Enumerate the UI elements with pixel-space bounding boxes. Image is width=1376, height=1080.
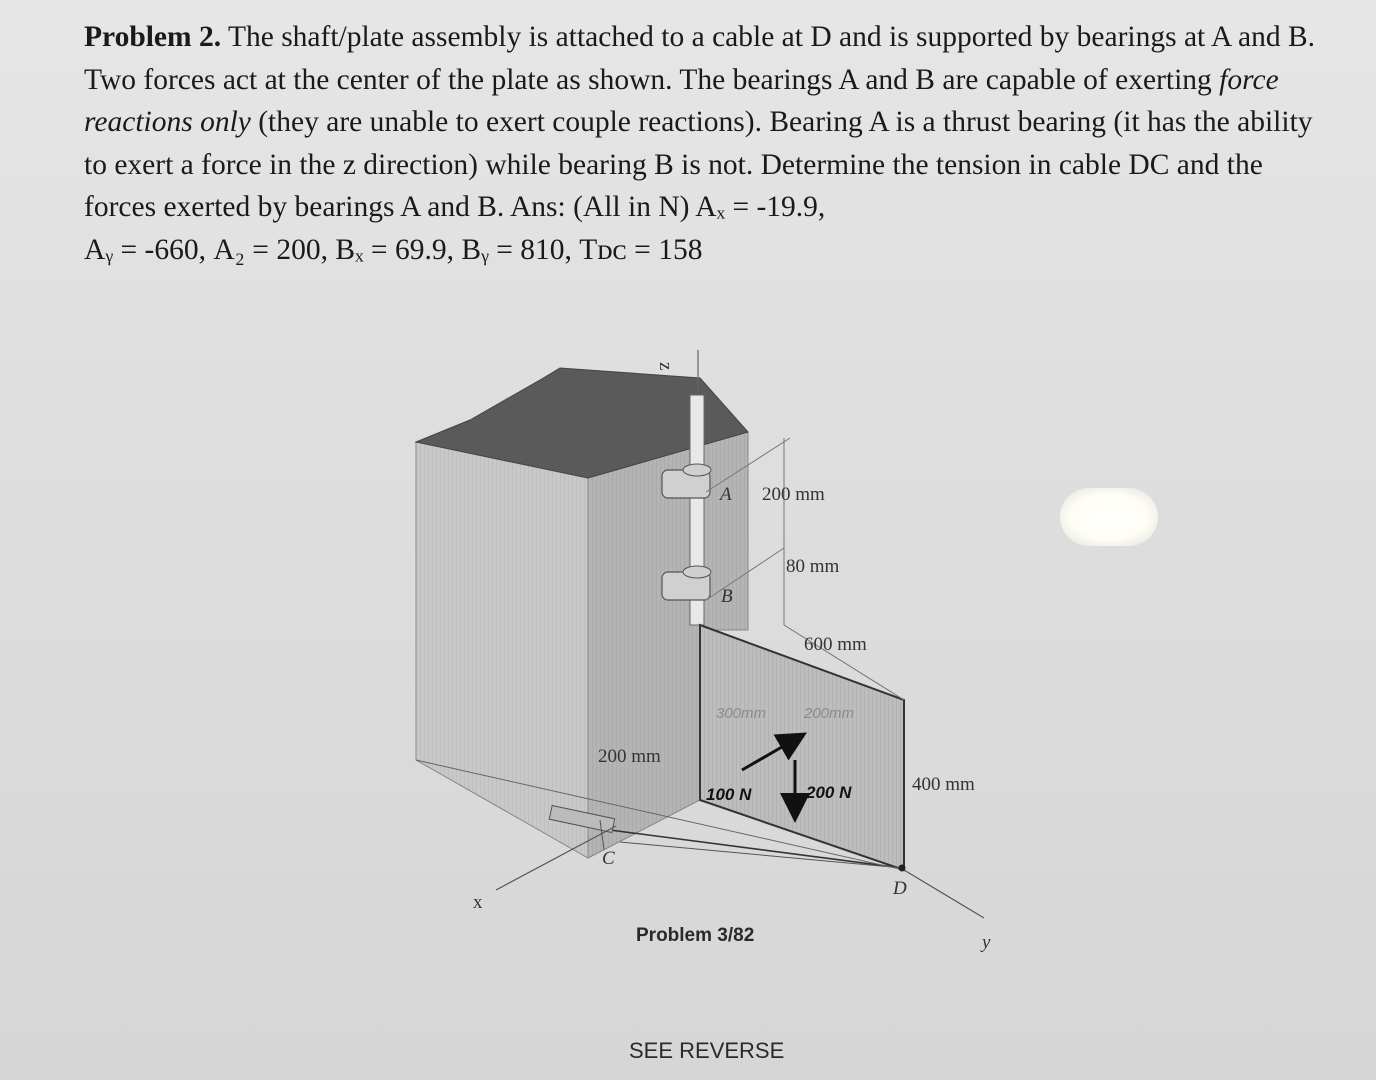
plate [700,625,904,870]
problem-heading: Problem 2. [84,21,222,53]
axis-y-label: y [982,932,991,953]
answer-ax: Aₓ = -19.9, [695,191,826,224]
answer-bx: Bₓ = 69.9, [335,233,454,266]
y-axis-line [904,870,984,918]
answer-ay: Aᵧ = -660, [84,233,206,266]
label-a: A [720,484,732,505]
answer-by: Bᵧ = 810, [461,233,572,266]
label-d: D [893,878,907,899]
dim-200-handwritten: 200mm [804,705,855,722]
dim-200-top: 200 mm [762,484,825,505]
dim-300-handwritten: 300mm [716,705,767,722]
problem-emphasis: force reactions only [84,63,1279,139]
label-c: C [602,848,615,869]
answer-az: A₂ = 200, [213,233,328,266]
problem-text-part1: The shaft/plate assembly is attached to a cable at D and is supported by bearings at A and B. Two forces act at the center of the plate as shown. The bearings A and B are capable of exerting [84,21,1316,96]
bearing-b-cap [683,566,711,578]
dim-400: 400 mm [912,774,975,795]
dim-600: 600 mm [804,634,867,655]
footer-see-reverse: SEE REVERSE [629,1038,785,1063]
problem-text-part2: (they are unable to exert couple reactions). Bearing A is a thrust bearing (it has the ability to exert a force in the z direction) while bearing B is not. Determine the tension in cable DC and the forces exerted by bearings A and B. Ans: (All in N) [84,106,1313,224]
point-d-marker [899,865,906,872]
force-200-label: 200 N [806,783,852,802]
force-100-label: 100 N [706,785,752,804]
bearing-a-cap [683,464,711,476]
answer-tdc: Tᴅᴄ = 158 [579,233,703,266]
support-left-face [416,442,588,858]
screen-glare [1060,488,1158,546]
axis-x-label: x [473,892,483,913]
figure-caption: Problem 3/82 [636,925,755,946]
dim-200-left: 200 mm [598,746,661,767]
dim-80: 80 mm [786,556,840,577]
axis-z-label: z [655,362,676,371]
label-b: B [721,586,733,607]
